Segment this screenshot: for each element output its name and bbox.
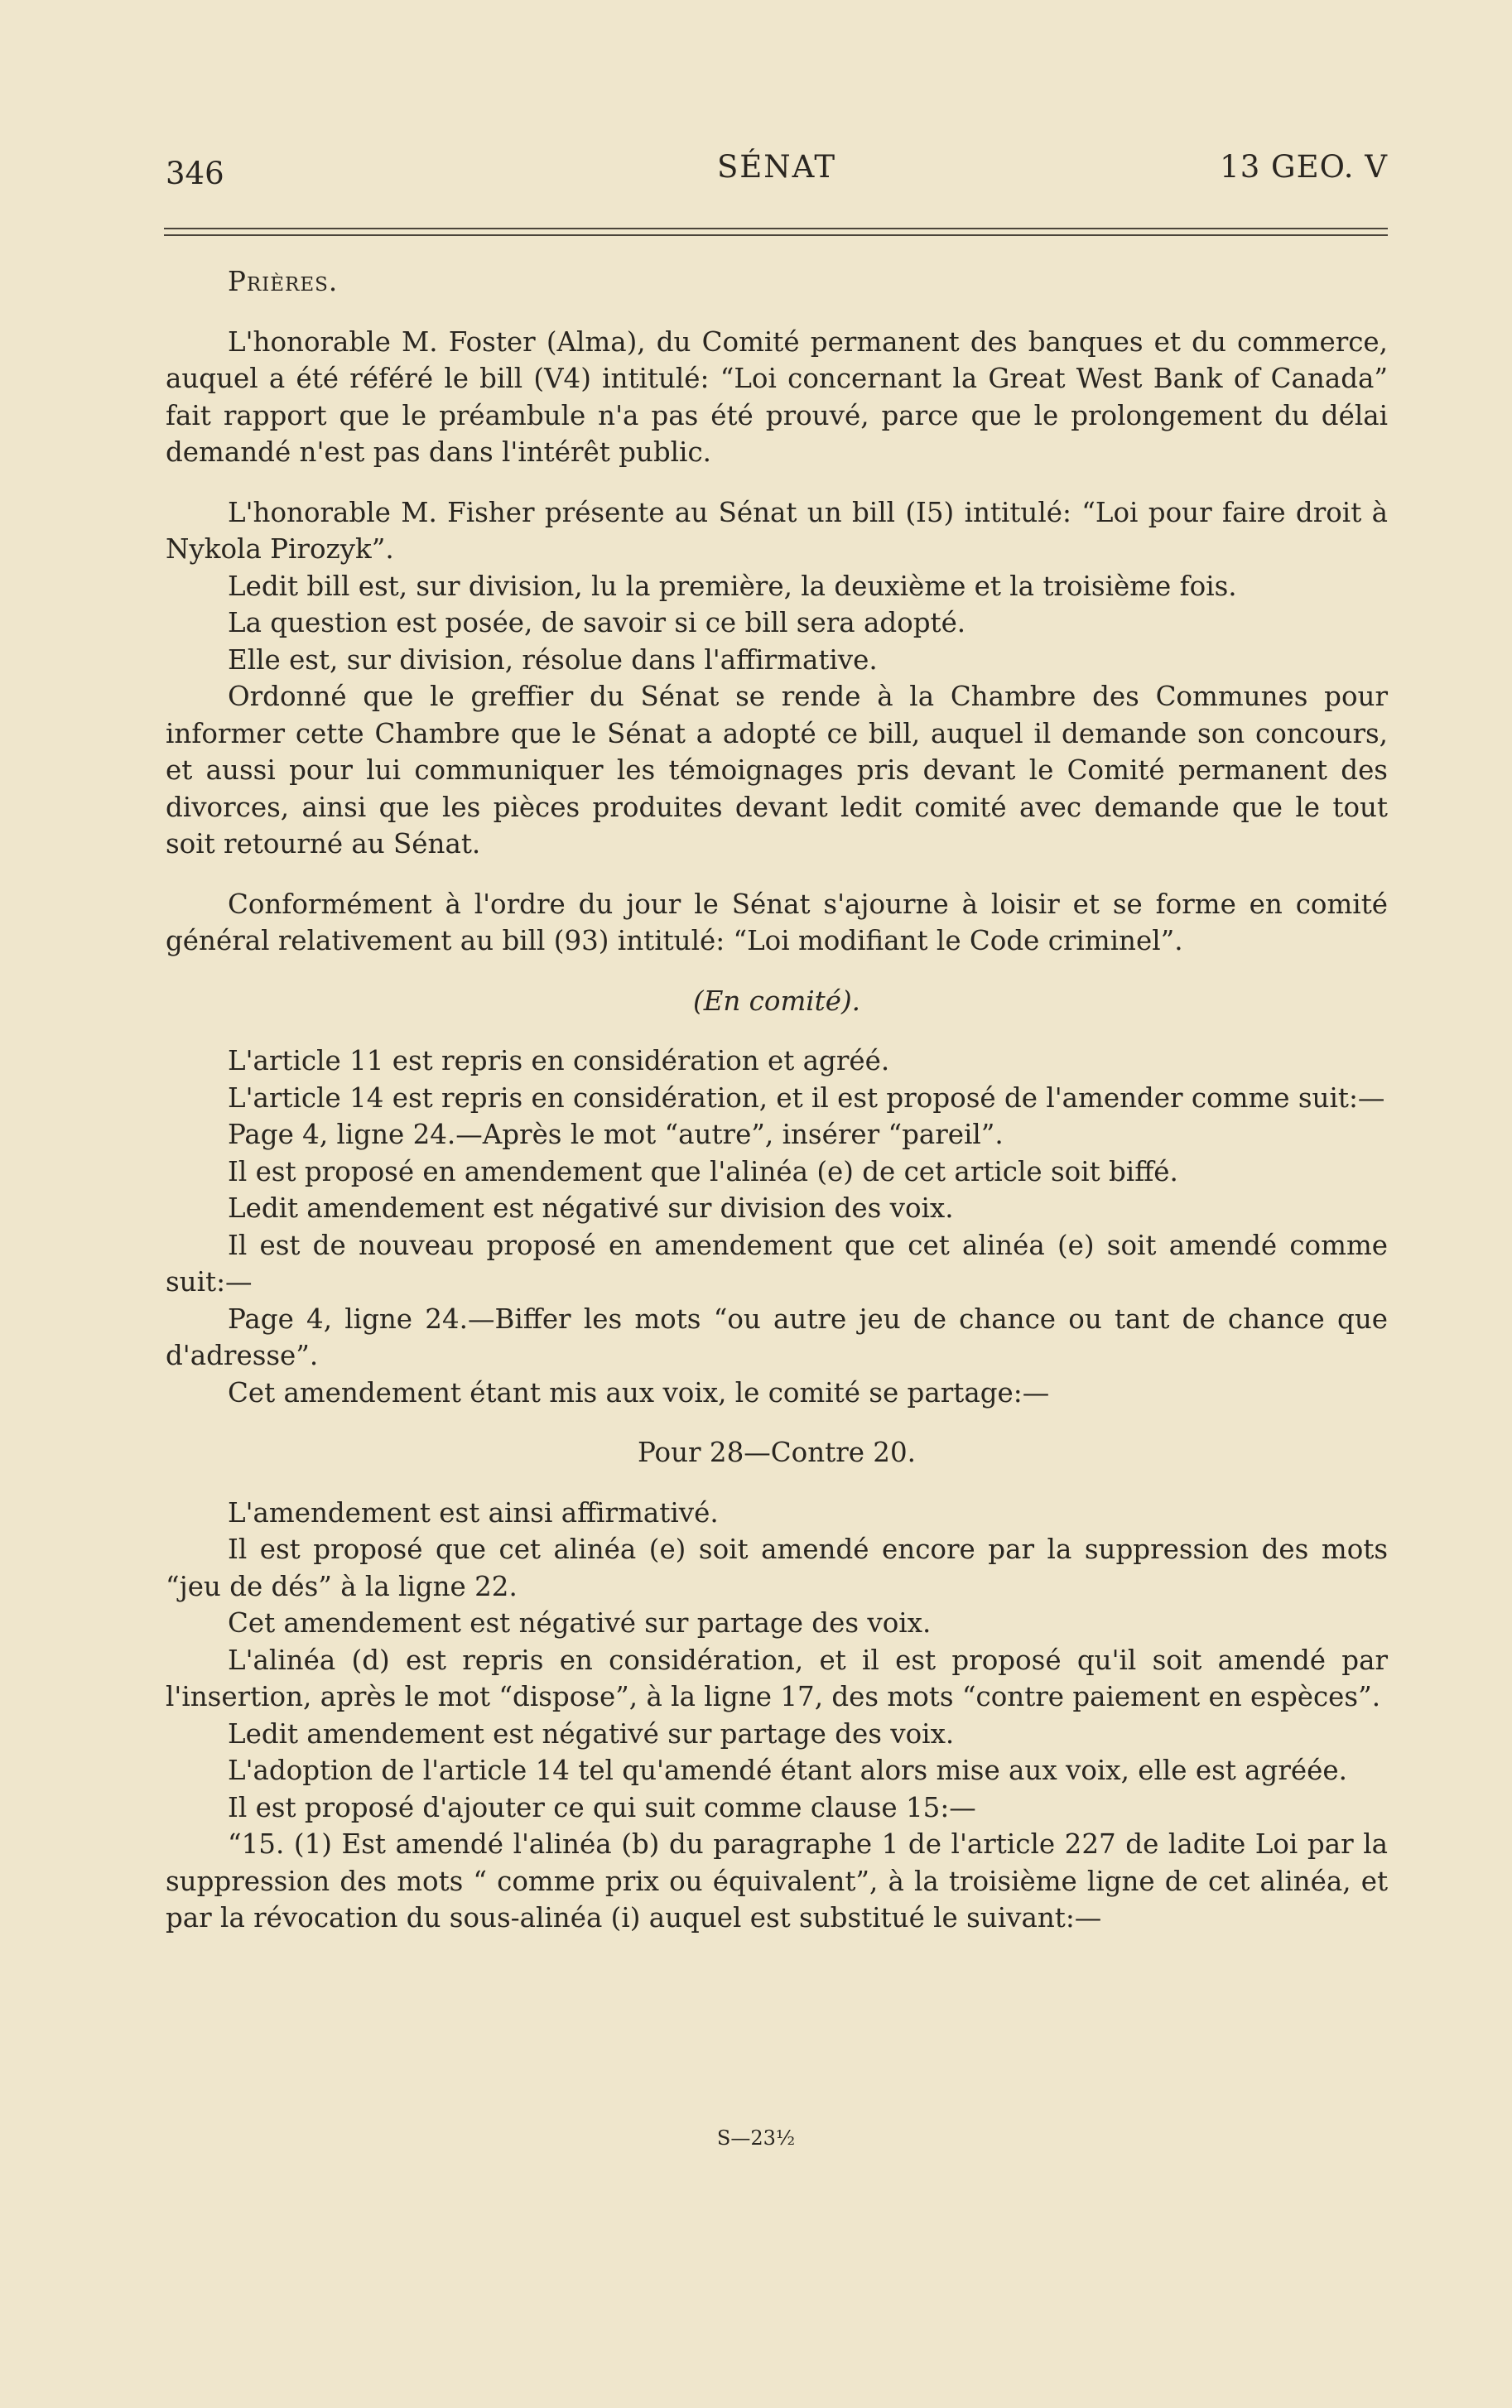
paragraph: Page 4, ligne 24.—Biffer les mots “ou autre jeu de chance ou tant de chance que d'adresse”. [166,1303,1388,1371]
journal-body [166,263,1388,1937]
header-rule-bottom [164,234,1388,236]
regnal-year: 13 GEO. V [1220,149,1388,185]
paragraph: Il est de nouveau proposé en amendement que cet alinéa (e) soit amendé comme suit:— [166,1229,1388,1298]
page-number: 346 [166,156,224,191]
paragraph: Il est proposé que cet alinéa (e) soit amendé encore par la suppression des mots “jeu de dés” à la ligne 22. [166,1534,1388,1602]
paragraph: L'article 14 est repris en considération, et il est proposé de l'amender comme suit:— [228,1081,1385,1114]
vote-result: Pour 28—Contre 20. [638,1437,916,1468]
header-rule-top [164,228,1388,229]
paragraph: Il est proposé d'ajouter ce qui suit comme clause 15:— [228,1791,976,1823]
paragraph: La question est posée, de savoir si ce bill sera adopté. [228,607,966,638]
paragraph: Cet amendement étant mis aux voix, le comité se partage:— [228,1376,1050,1409]
prayers-heading: Prières. [228,266,339,297]
paragraph: L'alinéa (d) est repris en considération, et il est proposé qu'il soit amendé par l'insertion, après le mot “dispose”, à la ligne 17, des mots “contre paiement en espèces”. [166,1644,1388,1712]
paragraph: Il est proposé en amendement que l'alinéa (e) de cet article soit biffé. [228,1155,1178,1187]
page-title: SÉNAT [716,149,837,185]
paragraph: Ledit amendement est négativé sur division des voix. [228,1192,954,1224]
running-head [166,149,1388,190]
signature-mark: S—23½ [716,2126,796,2150]
committee-heading: (En comité). [693,985,860,1017]
paragraph: Conformément à l'ordre du jour le Sénat s'ajourne à loisir et se forme en comité général relativement au bill (93) intitulé: “Loi modifiant le Code criminel”. [166,888,1388,956]
paragraph: L'honorable M. Fisher présente au Sénat un bill (I5) intitulé: “Loi pour faire droit à Nykola Pirozyk”. [166,496,1388,565]
paragraph: “15. (1) Est amendé l'alinéa (b) du paragraphe 1 de l'article 227 de ladite Loi par la suppression des mots “ comme prix ou équivalent”, à la troisième ligne de cet alinéa, et par la révocation du sous-alinéa (i) auquel est substitué le suivant:— [166,1828,1388,1934]
paragraph: L'honorable M. Foster (Alma), du Comité permanent des banques et du commerce, auquel a été référé le bill (V4) intitulé: “Loi concernant la Great West Bank of Canada” fait rapport que le préambule n'a pas été prouvé, parce que le prolongement du délai demandé n'est pas dans l'intérêt public. [166,325,1388,468]
paragraph: Elle est, sur division, résolue dans l'affirmative. [228,643,878,676]
paragraph: Cet amendement est négativé sur partage des voix. [228,1607,932,1639]
paragraph: L'amendement est ainsi affirmativé. [228,1496,719,1529]
paragraph: L'adoption de l'article 14 tel qu'amendé étant alors mise aux voix, elle est agréée. [228,1755,1347,1786]
paragraph: Ordonné que le greffier du Sénat se rende à la Chambre des Communes pour informer cette Chambre que le Sénat a adopté ce bill, auquel il demande son concours, et aussi pour lui communiquer les témoignages pris devant le Comité permanent des divorces, ainsi que les pièces produites devant ledit comité avec demande que le tout soit retourné au Sénat. [166,681,1388,860]
paragraph: Ledit amendement est négativé sur partage des voix. [228,1717,955,1750]
paragraph: L'article 11 est repris en considération et agréé. [228,1045,890,1076]
paragraph: Page 4, ligne 24.—Après le mot “autre”, insérer “pareil”. [228,1119,1004,1150]
paragraph: Ledit bill est, sur division, lu la première, la deuxième et la troisième fois. [228,570,1237,602]
